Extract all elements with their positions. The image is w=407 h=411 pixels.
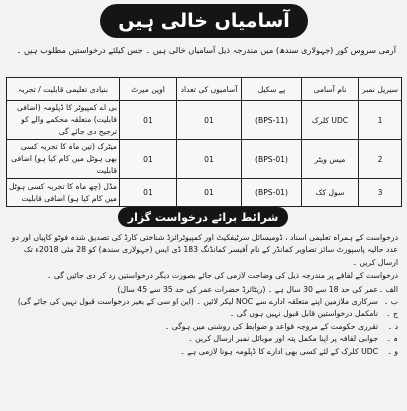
cell-count: 01 (177, 140, 242, 179)
header-count: آسامیوں کی تعداد (177, 78, 242, 101)
condition-label: ج ۔ (386, 309, 398, 319)
condition-text: نامکمل درخواستیں قابل قبول نہیں ہوں گی ۔ (229, 309, 378, 319)
condition-text: سرکاری ملازمین اپنے متعلقہ ادارے سے NOC لیکر لائیں ۔ (این او سی کے بغیر درخواست قبول نہیں کی جائے گی) (17, 297, 378, 307)
cell-name: سول کک (302, 179, 359, 207)
vacancy-table (6, 77, 402, 207)
condition-text: جوابی لفافہ پر اپنا مکمل پتہ اور موبائل نمبر ارسال کریں ۔ (188, 334, 378, 344)
table-header-row (7, 78, 402, 101)
condition-label: و ۔ (387, 346, 398, 356)
condition-label: ب ۔ (383, 297, 398, 307)
cell-scale: (BPS-01) (242, 179, 302, 207)
cell-qualification: مڈل (چھ ماہ کا تجربہ کسی ہوٹل میں کام کیا ہو) اضافی قابلیت (7, 179, 120, 207)
table-row (7, 179, 402, 207)
cell-qualification: بی اے کمپیوٹر کا ڈپلومہ (اضافی قابلیت) متعلقہ محکمے والے کو ترجیح دی جائے گی (7, 101, 120, 140)
cell-name: میس ویٹر (302, 140, 359, 179)
header-qualification: بنیادی تعلیمی قابلیت / تجربہ (7, 78, 120, 101)
condition-text: عمر کی حد 18 سے 30 سال ہے ۔ (ریٹائرڈ حضرات عمر کی حد 35 سے 45 سال) (117, 284, 378, 294)
intro-text: آرمی سروس کور (جہولاری سندھ) میں مندرجہ ذیل آسامیاں خالی ہیں ۔ جس کیلئے درخواستیں مطلوب ہیں ۔ (16, 45, 396, 55)
table-row (7, 140, 402, 179)
condition-label: ہ ۔ (386, 334, 398, 344)
conditions-title: شرائط برائے درخواست گزار (118, 207, 288, 227)
conditions-section (8, 232, 398, 358)
condition-item (8, 308, 398, 320)
cell-merit: 01 (120, 140, 177, 179)
conditions-paragraph: درخواست کے لفافے پر مندرجہ ذیل کی وضاحت لازمی کی جائے بصورت دیگر درخواستیں رد کر دی جائیں گی ۔ (46, 271, 398, 281)
header-name: نام آسامی (302, 78, 359, 101)
header-scale: پے سکیل (242, 78, 302, 101)
condition-label: الف ۔ (378, 284, 398, 294)
condition-item (8, 284, 398, 296)
cell-merit: 01 (120, 101, 177, 140)
condition-item (8, 296, 398, 308)
cell-scale: (BPS-01) (242, 140, 302, 179)
header-serial: سیریل نمبر (359, 78, 402, 101)
condition-text: UDC کلرک کے لئے کسی بھی ادارے کا ڈپلومہ ہونا لازمی ہے ۔ (180, 346, 378, 356)
cell-merit: 01 (120, 179, 177, 207)
table-row (7, 101, 402, 140)
cell-count: 01 (177, 179, 242, 207)
cell-count: 01 (177, 101, 242, 140)
cell-scale: (BPS-11) (242, 101, 302, 140)
condition-item (8, 333, 398, 345)
cell-serial: 2 (359, 140, 402, 179)
condition-label: د ۔ (387, 321, 398, 331)
condition-text: تقرری حکومت کے مروجہ قواعد و ضوابط کی روشنی میں ہوگی ۔ (164, 321, 378, 331)
header-merit: اوپن میرٹ (120, 78, 177, 101)
cell-qualification: میٹرک (تین ماہ کا تجربہ کسی بھی ہوٹل میں کام کیا ہو) اضافی قابلیت (7, 140, 120, 179)
conditions-paragraph: درخواست کے ہمراہ تعلیمی اسناد ، ڈومیسائل سرٹیفکیٹ اور کمپیوٹرائزڈ شناختی کارڈ کی تصدیق شدہ فوٹو کاپیاں اور دو عدد حالیہ پاسپورٹ سائز تصاویر کمانڈر کے نام آفیسر کمانڈنگ 183 ڈی ایس (جہولاری سندھ) کو 28 مئی 2018ء تک ارسال کریں ۔ (11, 233, 398, 267)
page-title: آسامیاں خالی ہیں (100, 4, 308, 38)
cell-name: UDC کلرک (302, 101, 359, 140)
condition-item (8, 321, 398, 333)
cell-serial: 3 (359, 179, 402, 207)
condition-item (8, 346, 398, 358)
cell-serial: 1 (359, 101, 402, 140)
